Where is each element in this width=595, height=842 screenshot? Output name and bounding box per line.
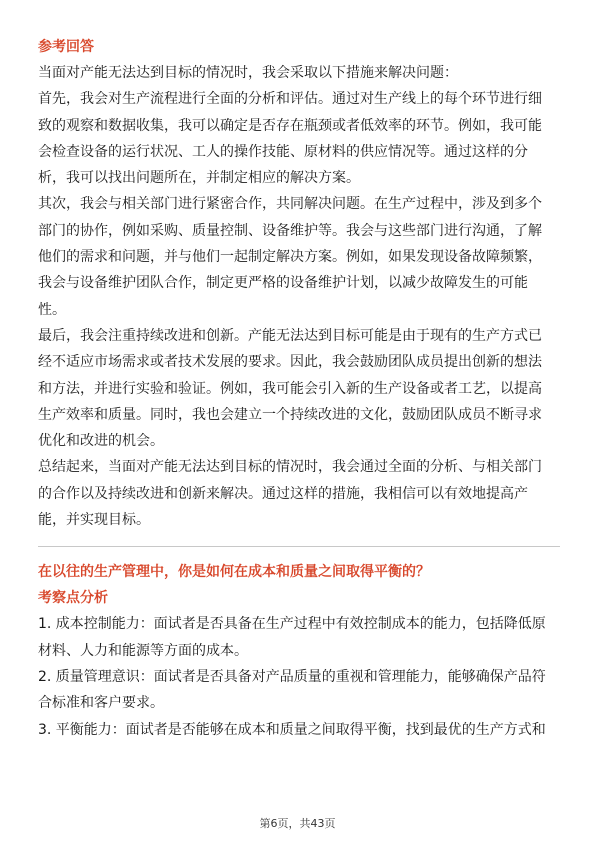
text-line: 性。 xyxy=(38,301,66,318)
analysis-list xyxy=(38,611,560,742)
text-line: 会检查设备的运行状况、工人的操作技能、原材料的供应情况等。通过这样的分 xyxy=(38,143,528,160)
answer-paragraph xyxy=(38,191,560,322)
answer-paragraph xyxy=(38,86,560,191)
text-line: 优化和改进的机会。 xyxy=(38,433,164,450)
text-line: 总结起来，当面对产能无法达到目标的情况时，我会通过全面的分析、与相关部门 xyxy=(38,459,542,476)
text-line: 2. 质量管理意识：面试者是否具备对产品质量的重视和管理能力，能够确保产品符 xyxy=(38,668,546,685)
analysis-item xyxy=(38,611,560,664)
text-line: 3. 平衡能力：面试者是否能够在成本和质量之间取得平衡，找到最优的生产方式和 xyxy=(38,721,546,738)
interview-question: 在以往的生产管理中，你是如何在成本和质量之间取得平衡的？ xyxy=(38,564,430,581)
text-line: 致的观察和数据收集，我可以确定是否存在瓶颈或者低效率的环节。例如，我可能 xyxy=(38,117,542,134)
text-line: 的合作以及持续改进和创新来解决。通过这样的措施，我相信可以有效地提高产 xyxy=(38,485,528,502)
answer-paragraph xyxy=(38,454,560,533)
analysis-item xyxy=(38,717,560,743)
section-divider xyxy=(38,546,560,547)
reference-answer-heading: 参考回答 xyxy=(38,39,94,55)
text-line: 首先，我会对生产流程进行全面的分析和评估。通过对生产线上的每个环节进行细 xyxy=(38,91,542,108)
text-line: 生产效率和质量。同时，我也会建立一个持续改进的文化，鼓励团队成员不断寻求 xyxy=(38,406,542,423)
text-line: 部门的协作，例如采购、质量控制、设备维护等。我会与这些部门进行沟通，了解 xyxy=(38,222,542,239)
text-line: 合标准和客户要求。 xyxy=(38,695,164,712)
answer-paragraph xyxy=(38,60,560,86)
page-content xyxy=(38,36,560,743)
text-line: 经不适应市场需求或者技术发展的要求。因此，我会鼓励团队成员提出创新的想法 xyxy=(38,354,542,371)
text-line: 能，并实现目标。 xyxy=(38,512,150,529)
text-line: 和方法，并进行实验和验证。例如，我可能会引入新的生产设备或者工艺，以提高 xyxy=(38,380,542,397)
text-line: 当面对产能无法达到目标的情况时，我会采取以下措施来解决问题： xyxy=(38,65,458,81)
analysis-heading: 考察点分析 xyxy=(38,590,108,607)
analysis-item xyxy=(38,664,560,717)
text-line: 1. 成本控制能力：面试者是否具备在生产过程中有效控制成本的能力，包括降低原 xyxy=(38,616,546,633)
text-line: 其次，我会与相关部门进行紧密合作，共同解决问题。在生产过程中，涉及到多个 xyxy=(38,196,542,213)
text-line: 最后，我会注重持续改进和创新。产能无法达到目标可能是由于现有的生产方式已 xyxy=(38,327,542,344)
text-line: 材料、人力和能源等方面的成本。 xyxy=(38,642,248,659)
text-line: 他们的需求和问题，并与他们一起制定解决方案。例如，如果发现设备故障频繁， xyxy=(38,249,542,266)
answer-paragraph xyxy=(38,323,560,454)
page-number: 第6页，共43页 xyxy=(259,817,336,830)
text-line: 析，我可以找出问题所在，并制定相应的解决方案。 xyxy=(38,170,360,187)
text-line: 我会与设备维护团队合作，制定更严格的设备维护计划，以减少故障发生的可能 xyxy=(38,275,528,292)
answer-body xyxy=(38,60,560,533)
